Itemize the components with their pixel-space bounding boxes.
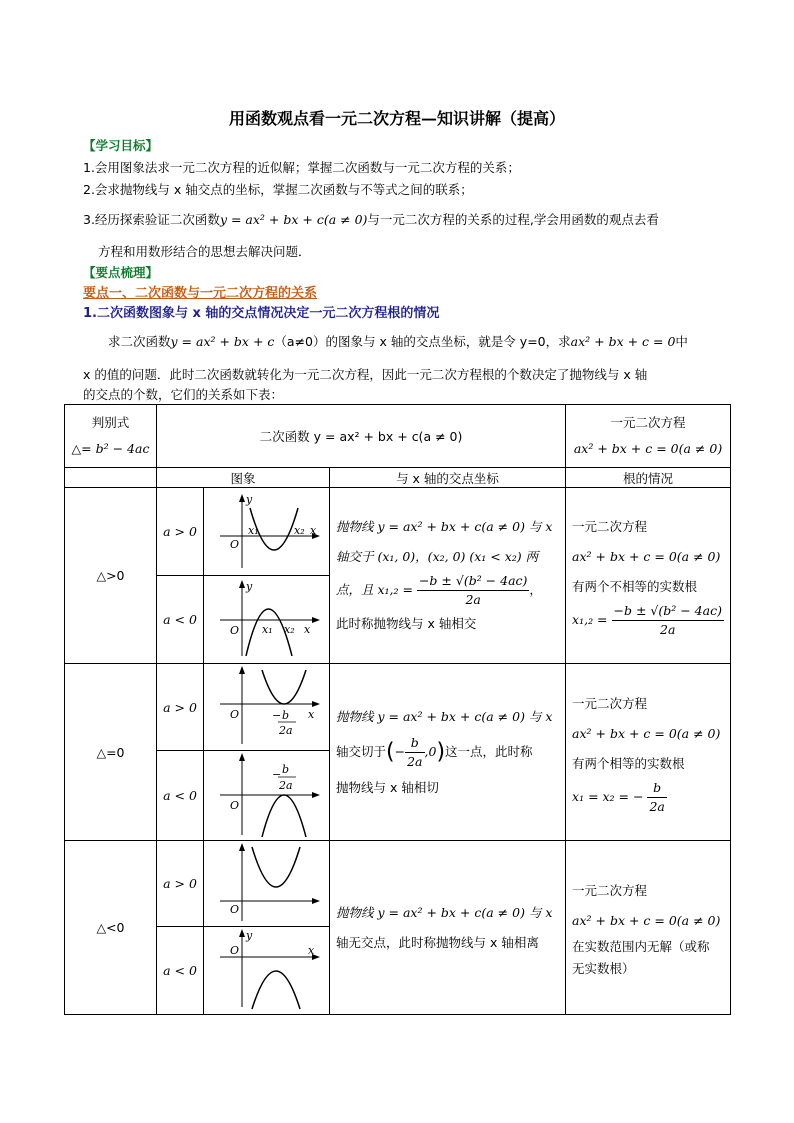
header-eq-formula: ax² + bx + c = 0(a ≠ 0) <box>573 441 723 456</box>
vertex-numerator: b <box>282 709 290 722</box>
roots-positive-2: ax² + bx + c = 0(a ≠ 0) <box>572 549 721 564</box>
intersect-positive-3: 点，且 x₁,₂ = $\frac{\text{−b ± √(b² − 4ac)}}{2a}$ ， <box>336 573 542 607</box>
intersect-positive-3-text: 点，且 x₁,₂ = <box>336 582 413 597</box>
fraction-denominator: 2a <box>660 622 676 637</box>
intersect-zero-3: 抛物线与 x 轴相切 <box>336 779 439 795</box>
a-negative-label: a < 0 <box>157 927 204 1015</box>
page-title: 用函数观点看一元二次方程—知识讲解（提高） <box>228 109 565 128</box>
a-positive-label: a > 0 <box>157 664 204 751</box>
graph-no-roots-down <box>204 927 330 1015</box>
table-header-row <box>65 405 731 468</box>
paragraph-2: x 的值的问题．此时二次函数就转化为一元二次方程，因此一元二次方程根的个数决定了抛物线与 x 轴 <box>83 367 648 382</box>
sub-1-heading: 1.二次函数图象与 x 轴的交点情况决定一元二次方程根的情况 <box>83 306 440 321</box>
roots-zero-3: 有两个相等的实数根 <box>572 755 685 771</box>
roots-negative-1: 一元二次方程 <box>572 882 648 898</box>
intersect-positive-fraction <box>417 572 529 609</box>
table-subheader-row <box>65 468 731 488</box>
intersect-negative-1: 抛物线 y = ax² + bx + c(a ≠ 0) 与 x <box>336 904 553 920</box>
para-1-formula-2: ax² + bx + c = 0 <box>570 334 676 349</box>
roots-positive <box>566 488 731 664</box>
x-axis-label: x <box>310 524 317 537</box>
roots-zero-2: ax² + bx + c = 0(a ≠ 0) <box>572 725 721 741</box>
table-row <box>65 664 731 751</box>
disc-zero: △=0 <box>65 664 157 841</box>
a-positive-label: a > 0 <box>157 841 204 927</box>
graph-no-roots-up <box>204 841 330 927</box>
header-eq-label: 一元二次方程 <box>610 415 686 430</box>
origin-label: O <box>230 708 240 721</box>
header-function-text: 二次函数 y = ax² + bx + c(a ≠ 0) <box>259 429 463 444</box>
paragraph-1 <box>108 332 688 350</box>
graph-tangent-down <box>204 751 330 841</box>
roots-positive-1: 一元二次方程 <box>572 519 648 534</box>
y-axis-label: y <box>246 929 253 942</box>
origin-label: O <box>230 624 240 637</box>
roots-negative-3: 在实数范围内无解（或称 <box>572 938 710 954</box>
para-1-a: 求二次函数 <box>108 334 171 349</box>
roots-positive-3: 有两个不相等的实数根 <box>572 579 698 594</box>
y-axis-label: y <box>246 580 253 593</box>
graph-two-roots-up <box>204 488 330 576</box>
section-points-heading: 【要点梳理】 <box>83 265 159 280</box>
table-row <box>65 488 731 576</box>
header-disc-label: 判别式 <box>91 415 130 430</box>
parabola-down-no-roots-graph <box>204 927 330 1011</box>
col-roots: 根的情况 <box>566 468 731 488</box>
roots-negative <box>566 841 731 1015</box>
parabola-up-two-roots-graph <box>204 488 330 572</box>
minus-sign: − <box>272 709 282 722</box>
roots-positive-4 <box>572 602 724 639</box>
section-goals-heading: 【学习目标】 <box>83 138 159 153</box>
header-discriminant <box>65 405 157 468</box>
subheader-empty <box>65 468 157 488</box>
x2-label: x₂ <box>284 623 295 636</box>
intersect-zero-2b: 这一点，此时称 <box>445 743 533 759</box>
intersect-zero-2a: 轴交切于 <box>336 743 387 759</box>
paragraph-3: 的交点的个数，它们的关系如下表： <box>83 387 284 402</box>
vertex-denominator: 2a <box>279 779 293 792</box>
goal-3-formula: y = ax² + bx + c(a ≠ 0) <box>219 212 368 227</box>
fraction-numerator: b <box>647 779 666 798</box>
para-1-formula-1: y = ax² + bx + c <box>170 334 275 349</box>
table-row <box>65 841 731 927</box>
parabola-up-no-roots-graph <box>204 841 330 923</box>
intersect-positive-2: 轴交于 (x₁, 0)，(x₂, 0) (x₁ < x₂) 两 <box>336 549 539 564</box>
intersect-zero-fraction <box>405 734 424 771</box>
disc-positive: △>0 <box>65 488 157 664</box>
intersect-negative-2: 轴无交点，此时称抛物线与 x 轴相离 <box>336 934 539 950</box>
header-function <box>157 405 566 468</box>
point-1-heading: 要点一、二次函数与一元二次方程的关系 <box>83 286 318 301</box>
goal-1: 1.会用图象法求一元二次方程的近似解；掌握二次函数与一元二次方程的关系； <box>83 160 520 175</box>
para-1-b: （a≠0）的图象与 x 轴的交点坐标，就是令 y=0，求 <box>274 334 571 349</box>
parabola-up-tangent-graph <box>204 664 330 747</box>
vertex-denominator: 2a <box>279 724 293 737</box>
graph-two-roots-down <box>204 576 330 664</box>
parabola-down-tangent-graph <box>204 751 330 837</box>
fraction-denominator: 2a <box>465 592 481 607</box>
a-positive-label: a > 0 <box>157 488 204 576</box>
fraction-numerator: −b ± √(b² − 4ac) <box>417 572 529 591</box>
roots-zero <box>566 664 731 841</box>
intersect-zero-1: 抛物线 y = ax² + bx + c(a ≠ 0) 与 x <box>336 708 553 724</box>
vertex-numerator: b <box>282 763 290 776</box>
roots-negative-4: 无实数根） <box>572 960 635 976</box>
origin-label: O <box>230 903 240 916</box>
fraction-numerator: −b ± √(b² − 4ac) <box>612 602 724 621</box>
a-negative-label: a < 0 <box>157 751 204 841</box>
roots-zero-1: 一元二次方程 <box>572 695 648 711</box>
col-intersect: 与 x 轴的交点坐标 <box>330 468 566 488</box>
goal-2: 2.会求抛物线与 x 轴交点的坐标，掌握二次函数与不等式之间的联系； <box>83 182 473 197</box>
parabola-down-two-roots-graph <box>204 576 330 660</box>
disc-negative: △<0 <box>65 841 157 1015</box>
x1-label: x₁ <box>262 623 273 636</box>
intersect-positive <box>330 488 566 664</box>
goal-3-pre: 3.经历探索验证二次函数 <box>83 212 220 227</box>
relationship-table <box>64 404 731 1015</box>
col-graph: 图象 <box>157 468 330 488</box>
x-axis-label: x <box>304 623 311 636</box>
x2-label: x₂ <box>294 524 305 537</box>
header-equation <box>566 405 731 468</box>
origin-label: O <box>230 944 240 957</box>
intersect-zero-2: 轴交切于(− $\frac{b}{2a}$ ,0)这一点，此时称 <box>336 734 533 769</box>
intersect-zero <box>330 664 566 841</box>
goal-3-continued: 方程和用数形结合的思想去解决问题． <box>98 244 311 259</box>
intersect-positive-1: 抛物线 y = ax² + bx + c(a ≠ 0) 与 x <box>336 519 553 534</box>
origin-label: O <box>230 799 240 812</box>
y-axis-label: y <box>246 493 253 506</box>
goal-3-post: 与一元二次方程的关系的过程,学会用函数的观点去看 <box>367 212 659 227</box>
a-negative-label: a < 0 <box>157 576 204 664</box>
fraction-denominator: 2a <box>649 798 665 814</box>
graph-tangent-up <box>204 664 330 751</box>
para-1-c: 中 <box>675 334 688 349</box>
fraction-numerator: b <box>405 734 424 753</box>
header-disc-formula: △= b² − 4ac <box>71 441 150 456</box>
x-axis-label: x <box>308 708 315 721</box>
intersect-negative <box>330 841 566 1015</box>
fraction-denominator: 2a <box>407 753 423 769</box>
roots-negative-2: ax² + bx + c = 0(a ≠ 0) <box>572 912 721 928</box>
goal-3 <box>83 210 659 228</box>
minus-sign: − <box>272 768 282 781</box>
origin-label: O <box>230 538 240 551</box>
x-axis-label: x <box>308 944 315 957</box>
intersect-positive-4: 此时称抛物线与 x 轴相交 <box>336 616 477 631</box>
roots-positive-4-text: x₁,₂ = <box>572 612 608 627</box>
x1-label: x₁ <box>248 524 259 537</box>
roots-zero-4 <box>572 779 724 816</box>
roots-zero-fraction <box>647 779 666 816</box>
roots-positive-fraction <box>612 602 724 639</box>
roots-zero-4-text: x₁ = x₂ = − <box>572 788 644 804</box>
